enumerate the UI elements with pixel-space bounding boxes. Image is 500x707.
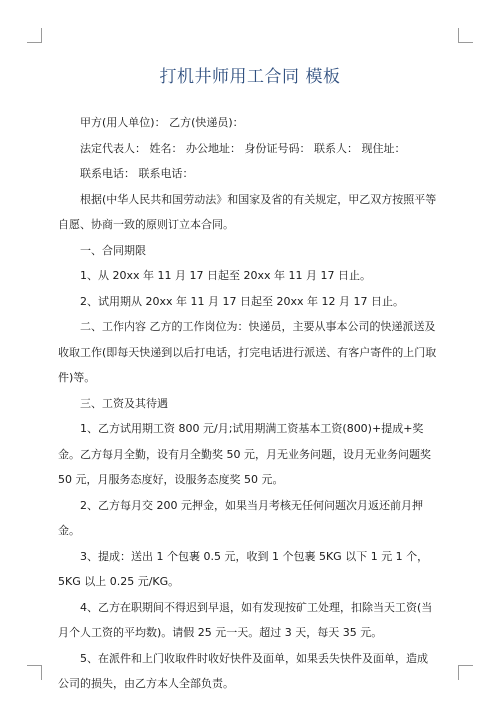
salary-clause-3: 3、提成：送出 1 个包裹 0.5 元，收到 1 个包裹 5KG 以下 1 元 1 个，5KG 以上 0.25 元/KG。 (58, 549, 429, 588)
party-details: 法定代表人： 姓名： 办公地址： 身份证号码： 联系人： 现住址： (80, 141, 406, 155)
work-content-paragraph: 二、工作内容 乙方的工作岗位为：快递员，主要从事本公司的快递派送及收取工作(即每天快递到以后打电话，打完电话进行派送、有客户寄件的上门取件)等。 (58, 320, 437, 384)
term-clause-1: 1、从 20xx 年 11 月 17 日起至 20xx 年 11 月 17 日止。 (80, 269, 371, 282)
corner-mark-bottom-left (27, 665, 42, 680)
preamble-paragraph: 根据(中华人民共和国劳动法》和国家及省的有关规定，甲乙双方按照平等自愿、协商一致的原则订立本合同。 (58, 192, 437, 231)
section-heading-term: 一、合同期限 (80, 243, 146, 257)
salary-clause-1: 1、乙方试用期工资 800 元/月;试用期满工资基本工资(800)+提成+奖金。乙方每月全勤，设有月全勤奖 50 元，月无业务问题，设月无业务问题奖 50 元，月服务态度好，设服务态度奖 50 元。 (58, 422, 431, 486)
corner-mark-bottom-right (458, 665, 473, 680)
document-body (58, 110, 438, 697)
term-clause-2: 2、试用期从 20xx 年 11 月 17 日起至 20xx 年 12 月 17 日止。 (80, 294, 404, 308)
salary-clause-2: 2、乙方每月交 200 元押金，如果当月考核无任何问题次月返还前月押金。 (58, 498, 423, 537)
section-heading-salary: 三、工资及其待遇 (80, 396, 168, 410)
corner-mark-top-right (458, 28, 473, 43)
party-header: 甲方(用人单位)： 乙方(快递员)： (80, 116, 244, 129)
salary-clause-4: 4、乙方在职期间不得迟到早退，如有发现按矿工处理，扣除当天工资(当月个人工资的平均数)。请假 25 元一天。超过 3 天，每天 35 元。 (58, 600, 433, 639)
salary-clause-5: 5、在派件和上门收取件时收好快件及面单，如果丢失快件及面单，造成公司的损失，由乙方本人全部负责。 (58, 651, 428, 690)
corner-mark-top-left (27, 28, 42, 43)
contact-phones: 联系电话： 联系电话： (80, 167, 194, 180)
document-title: 打机井师用工合同 模板 (159, 67, 341, 87)
